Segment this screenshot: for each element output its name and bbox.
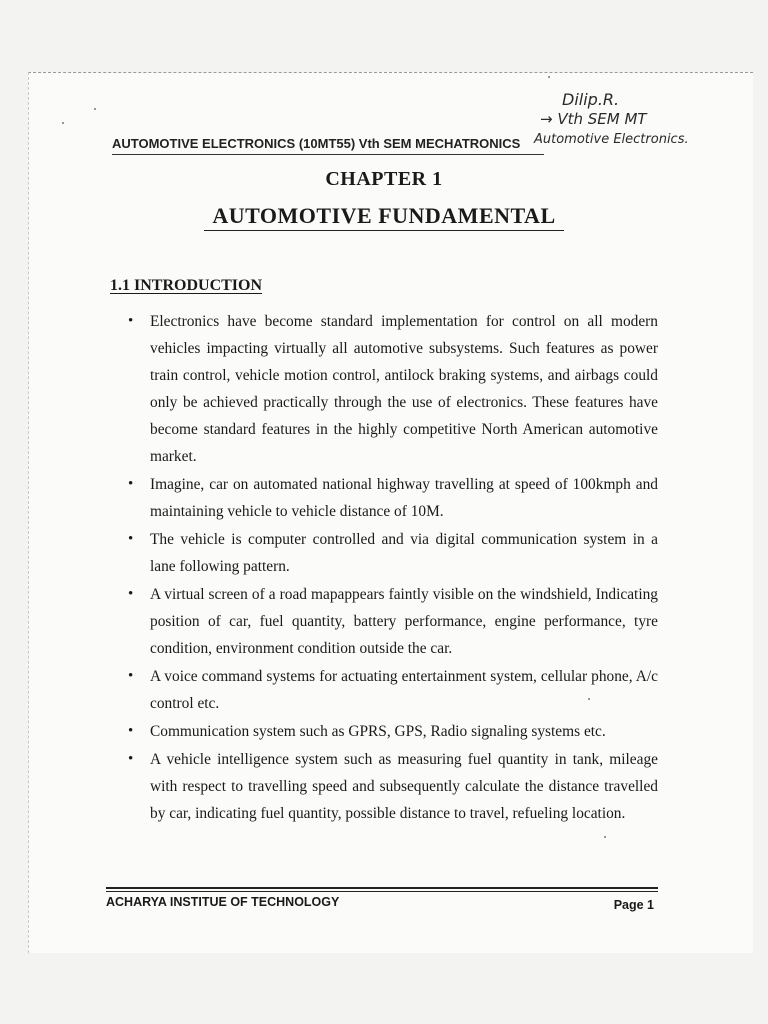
chapter-title: AUTOMOTIVE FUNDAMENTAL (212, 203, 556, 228)
bullet-text: Communication system such as GPRS, GPS, Radio signaling systems etc. (150, 723, 606, 740)
bullet-icon: • (128, 476, 134, 492)
list-item (120, 308, 658, 470)
section-heading: 1.1 INTRODUCTION (110, 277, 263, 294)
handwritten-name: Dilip.R. (562, 90, 620, 109)
bullet-text: A voice command systems for actuating entertainment system, cellular phone, A/c control etc. (150, 668, 658, 712)
bullet-icon: • (128, 668, 134, 684)
list-item (120, 746, 658, 827)
bullet-icon: • (128, 531, 134, 547)
list-item (120, 471, 658, 525)
bullet-icon: • (128, 751, 134, 767)
bullet-icon: • (128, 313, 134, 329)
footer-divider-thick (106, 887, 658, 889)
bullet-icon: • (128, 586, 134, 602)
chapter-number: CHAPTER 1 (325, 168, 443, 190)
header-divider (112, 154, 544, 155)
footer-institute: ACHARYA INSTITUE OF TECHNOLOGY (106, 895, 340, 909)
scan-speck (604, 836, 606, 838)
bullet-list (120, 308, 658, 828)
bullet-text: A vehicle intelligence system such as measuring fuel quantity in tank, mileage with respect to travelling speed and subsequently calculate the distance travelled by car, indicating fuel quantity, possible distance to travel, refueling location. (150, 751, 658, 822)
list-item (120, 718, 658, 745)
list-item (120, 663, 658, 717)
bullet-text: The vehicle is computer controlled and via digital communication system in a lane following pattern. (150, 531, 658, 575)
bullet-text: Imagine, car on automated national highway travelling at speed of 100kmph and maintaining vehicle to vehicle distance of 10M. (150, 476, 658, 520)
list-item (120, 526, 658, 580)
running-header: AUTOMOTIVE ELECTRONICS (10MT55) Vth SEM MECHATRONICS (112, 136, 521, 151)
scan-speck (548, 76, 550, 78)
bullet-text: Electronics have become standard implementation for control on all modern vehicles impacting virtually all automotive subsystems. Such features as power train control, vehicle motion control, antilock braking systems, and airbags could only be achieved practically through the use of electronics. These features have become standard features in the highly competitive North American automotive market. (150, 313, 658, 465)
footer-divider-thin (106, 891, 658, 892)
title-underline (204, 230, 564, 231)
scan-speck (94, 108, 96, 110)
bullet-text: A virtual screen of a road mapappears faintly visible on the windshield, Indicating position of car, fuel quantity, battery performance, engine performance, tyre condition, environment condition outside the car. (150, 586, 658, 657)
scan-speck (62, 122, 64, 124)
bullet-icon: • (128, 723, 134, 739)
scan-speck (588, 698, 590, 700)
list-item (120, 581, 658, 662)
handwritten-subject: Automotive Electronics. (534, 132, 689, 147)
page-number: Page 1 (613, 898, 654, 912)
handwritten-semester: → Vth SEM MT (540, 110, 647, 128)
